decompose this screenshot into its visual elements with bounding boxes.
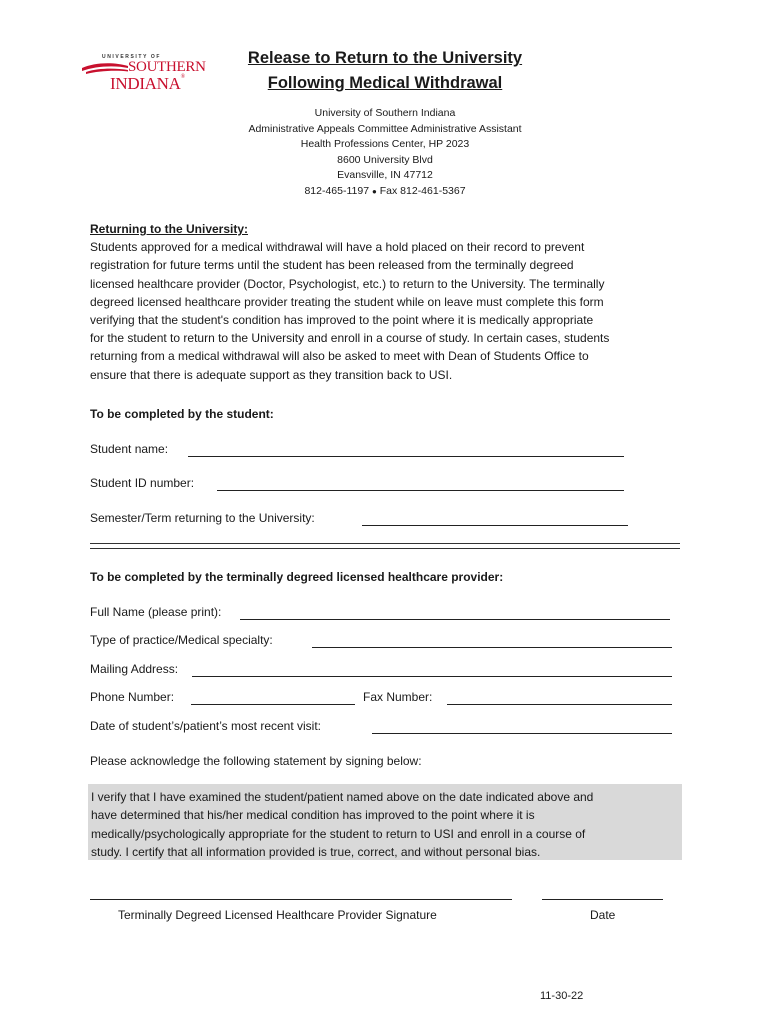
phone-label: Phone Number: xyxy=(90,690,175,704)
semester-field[interactable] xyxy=(362,525,628,526)
contact-line xyxy=(200,184,570,200)
logo-line2-wrap xyxy=(110,74,185,94)
visit-field[interactable] xyxy=(372,733,672,734)
logo-line2: INDIANA xyxy=(110,74,181,93)
mailing-field[interactable] xyxy=(192,676,672,677)
address-block xyxy=(200,106,570,200)
returning-line: for the student to return to the University and enroll in a course of study. In certain cases, students xyxy=(90,331,610,346)
bullet-icon: ● xyxy=(371,186,377,196)
address-line: Administrative Appeals Committee Administrative Assistant xyxy=(248,122,522,135)
returning-line: ensure that there is adequate support as they transition back to USI. xyxy=(90,367,453,382)
logo-line1: SOUTHERN xyxy=(128,59,206,75)
returning-line: verifying that the student's condition has improved to the point where it is medically appropriate xyxy=(90,313,594,328)
revision-date: 11-30-22 xyxy=(540,990,584,1002)
returning-heading: Returning to the University: xyxy=(90,222,249,236)
full-name-field[interactable] xyxy=(240,619,670,620)
date-label: Date xyxy=(590,908,616,922)
full-name-label: Full Name (please print): xyxy=(90,605,222,619)
logo-reg: ® xyxy=(180,74,185,80)
title-line1: Release to Return to the University xyxy=(247,49,523,67)
returning-line: registration for future terms until the student has been released from the terminally degreed xyxy=(90,258,574,273)
visit-label: Date of student’s/patient’s most recent visit: xyxy=(90,719,322,733)
date-field[interactable] xyxy=(542,899,663,900)
fax-field[interactable] xyxy=(447,704,672,705)
returning-section xyxy=(90,220,690,384)
phone-number: 812-465-1197 xyxy=(304,184,370,197)
student-id-field[interactable] xyxy=(217,490,624,491)
returning-line: returning from a medical withdrawal will also be asked to meet with Dean of Students Office to xyxy=(90,349,589,364)
address-line: University of Southern Indiana xyxy=(314,107,456,119)
logo-top-text: UNIVERSITY OF xyxy=(102,54,162,60)
verification-statement: I verify that I have examined the student/patient named above on the date indicated above and have determined that his/her medical condition has improved to the point where it is medically/psychologically appropriate for the student to return to USI and enroll in a course of study. I certify that all information provided is true, correct, and without personal bias. xyxy=(91,790,594,859)
provider-section-heading: To be completed by the terminally degreed licensed healthcare provider: xyxy=(90,570,504,584)
student-name-field[interactable] xyxy=(188,456,624,457)
signature-label: Terminally Degreed Licensed Healthcare Provider Signature xyxy=(118,908,437,922)
mailing-label: Mailing Address: xyxy=(90,662,179,676)
student-name-label: Student name: xyxy=(90,442,169,456)
semester-label: Semester/Term returning to the University: xyxy=(90,511,315,525)
acknowledge-text: Please acknowledge the following statement by signing below: xyxy=(90,754,422,768)
address-line: 8600 University Blvd xyxy=(337,153,433,166)
practice-label: Type of practice/Medical specialty: xyxy=(90,633,273,647)
student-section-heading: To be completed by the student: xyxy=(90,407,274,421)
returning-line: licensed healthcare provider (Doctor, Psychologist, etc.) to return to the University. The terminally xyxy=(90,276,605,291)
title-line2: Following Medical Withdrawal xyxy=(267,74,503,92)
fax-label: Fax Number: xyxy=(363,690,433,704)
signature-field[interactable] xyxy=(90,899,512,900)
address-line: Health Professions Center, HP 2023 xyxy=(300,138,470,151)
section-divider xyxy=(90,543,680,549)
address-line: Evansville, IN 47712 xyxy=(337,169,433,182)
fax-number: Fax 812-461-5367 xyxy=(379,184,466,197)
practice-field[interactable] xyxy=(312,647,672,648)
verification-statement-box xyxy=(88,784,682,860)
returning-line: degreed licensed healthcare provider treating the student while on leave must complete this form xyxy=(90,294,604,309)
phone-field[interactable] xyxy=(191,704,355,705)
returning-line: Students approved for a medical withdrawal will have a hold placed on their record to prevent xyxy=(90,240,585,255)
usi-logo xyxy=(80,54,212,100)
student-id-label: Student ID number: xyxy=(90,476,195,490)
